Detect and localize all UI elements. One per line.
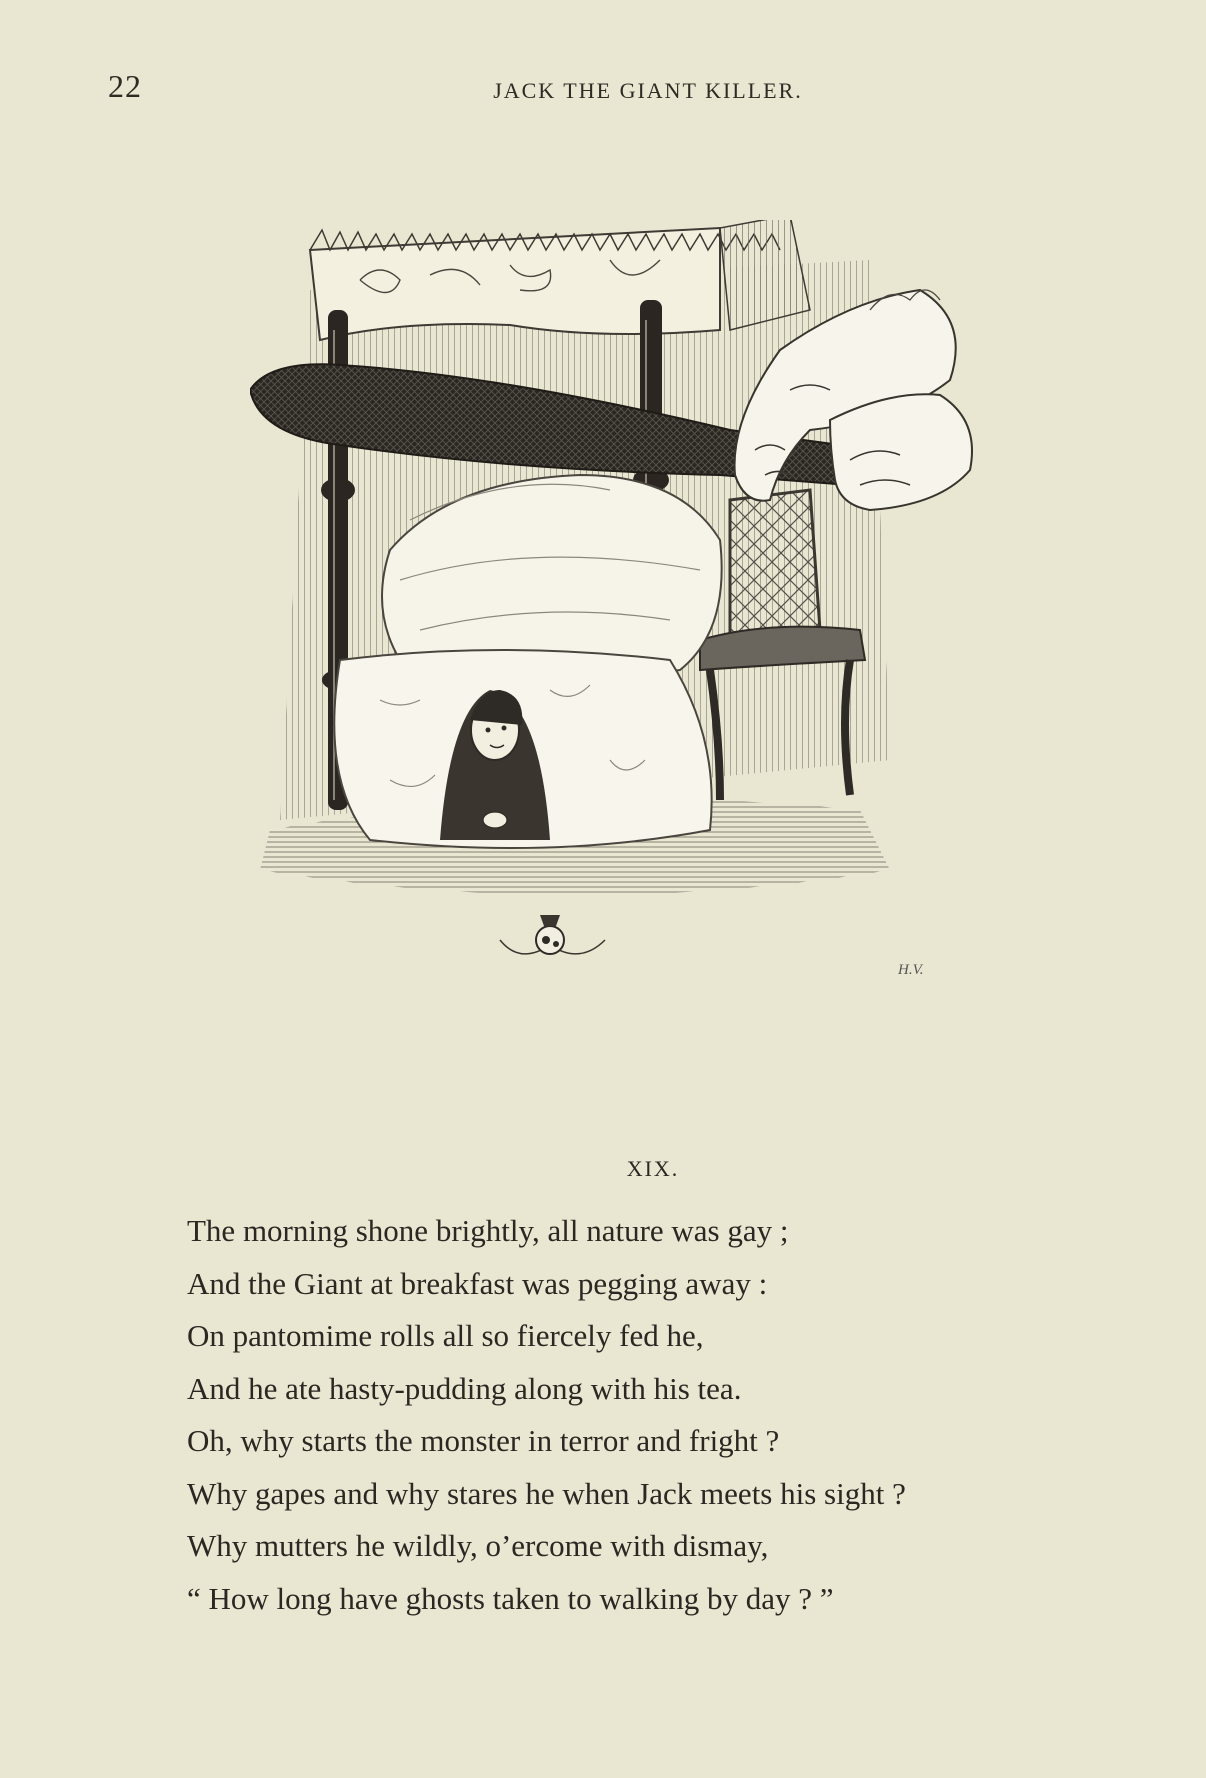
stanza-number: XIX. xyxy=(626,1156,680,1181)
running-title: JACK THE GIANT KILLER. xyxy=(493,78,803,103)
poem-line: Why gapes and why stares he when Jack meets his sight ? xyxy=(187,1475,906,1511)
poem-stanza xyxy=(187,1205,1127,1625)
artist-signature: H.V. xyxy=(898,962,924,978)
poem-line: The morning shone brightly, all nature was gay ; xyxy=(187,1213,789,1248)
poem-line: Why mutters he wildly, o’ercome with dismay, xyxy=(187,1528,769,1563)
bed-canopy xyxy=(310,220,810,340)
poem-line: On pantomime rolls all so fiercely fed he, xyxy=(187,1318,704,1353)
poem-line: Oh, why starts the monster in terror and fright ? xyxy=(187,1423,780,1458)
poem-line: “ How long have ghosts taken to walking by day ? ” xyxy=(187,1580,834,1616)
poem-line: And the Giant at breakfast was pegging away : xyxy=(187,1265,768,1301)
page-number: 22 xyxy=(108,68,142,104)
poem-line: And he ate hasty-pudding along with his tea. xyxy=(187,1370,742,1406)
engraving-illustration xyxy=(250,220,1100,1090)
tailpiece-ornament xyxy=(500,915,605,954)
